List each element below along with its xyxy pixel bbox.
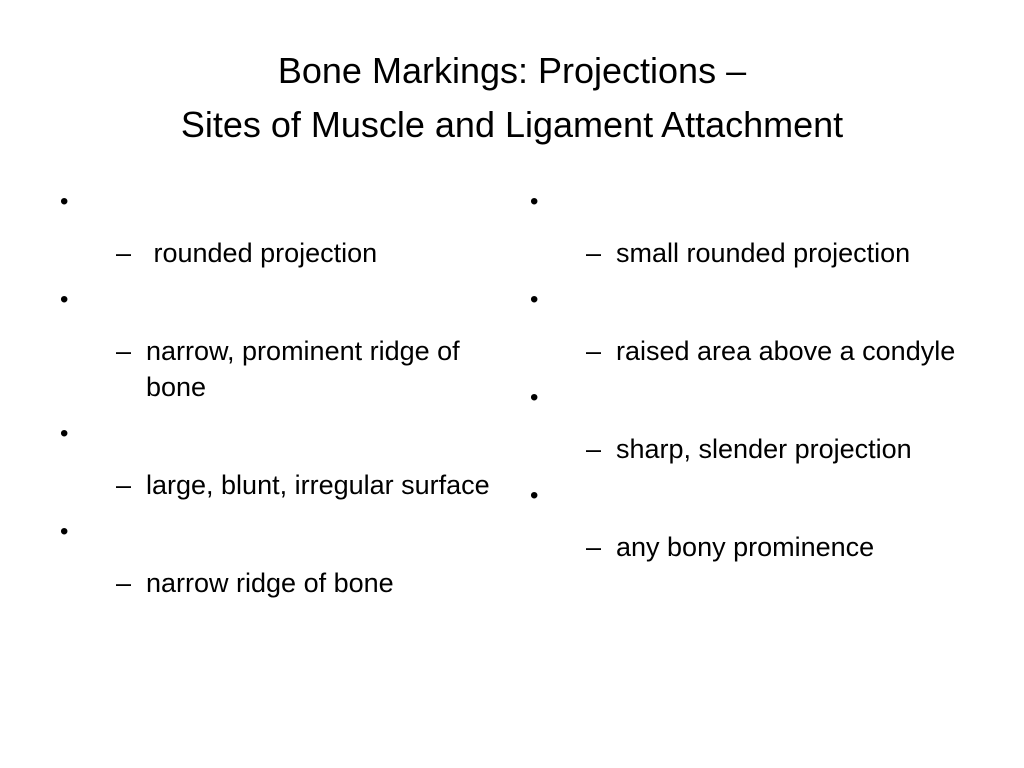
dash-icon: – [586, 434, 602, 464]
sub-item-text: large, blunt, irregular surface [146, 470, 490, 500]
sub-item [116, 467, 500, 503]
title-line-1: Bone Markings: Projections – [277, 50, 747, 91]
sub-item [116, 333, 500, 405]
sub-item [586, 431, 990, 467]
sub-item [586, 529, 990, 565]
title-line-2: Sites of Muscle and Ligament Attachment [180, 104, 844, 145]
bullet-icon: • [60, 286, 69, 313]
dash-icon: – [586, 336, 602, 366]
sub-item [586, 235, 990, 271]
list-item [60, 185, 500, 271]
sub-item-text: small rounded projection [616, 238, 911, 268]
slide-title [0, 44, 1024, 152]
bullet-icon: • [530, 286, 539, 313]
dash-icon: – [116, 568, 132, 598]
list-item [530, 479, 990, 565]
left-column [60, 185, 500, 613]
sub-item-text: rounded projection [146, 238, 378, 268]
bullet-icon: • [530, 188, 539, 215]
sub-item-text: sharp, slender projection [616, 434, 912, 464]
list-item [60, 515, 500, 601]
sub-item [116, 565, 500, 601]
sub-item-text: narrow ridge of bone [146, 568, 394, 598]
list-item [530, 185, 990, 271]
list-item [60, 417, 500, 503]
sub-item [116, 235, 500, 271]
right-column [530, 185, 990, 577]
sub-item-text: any bony prominence [616, 532, 875, 562]
bullet-icon: • [530, 384, 539, 411]
dash-icon: – [116, 470, 132, 500]
dash-icon: – [116, 336, 132, 366]
bullet-icon: • [60, 188, 69, 215]
bullet-icon: • [60, 518, 69, 545]
dash-icon: – [586, 532, 602, 562]
bullet-icon: • [60, 420, 69, 447]
sub-item-text: raised area above a condyle [616, 336, 956, 366]
dash-icon: – [586, 238, 602, 268]
dash-icon: – [116, 238, 132, 268]
sub-item-text: narrow, prominent ridge of bone [146, 336, 460, 402]
list-item [60, 283, 500, 405]
list-item [530, 283, 990, 369]
sub-item [586, 333, 990, 369]
list-item [530, 381, 990, 467]
bullet-icon: • [530, 482, 539, 509]
